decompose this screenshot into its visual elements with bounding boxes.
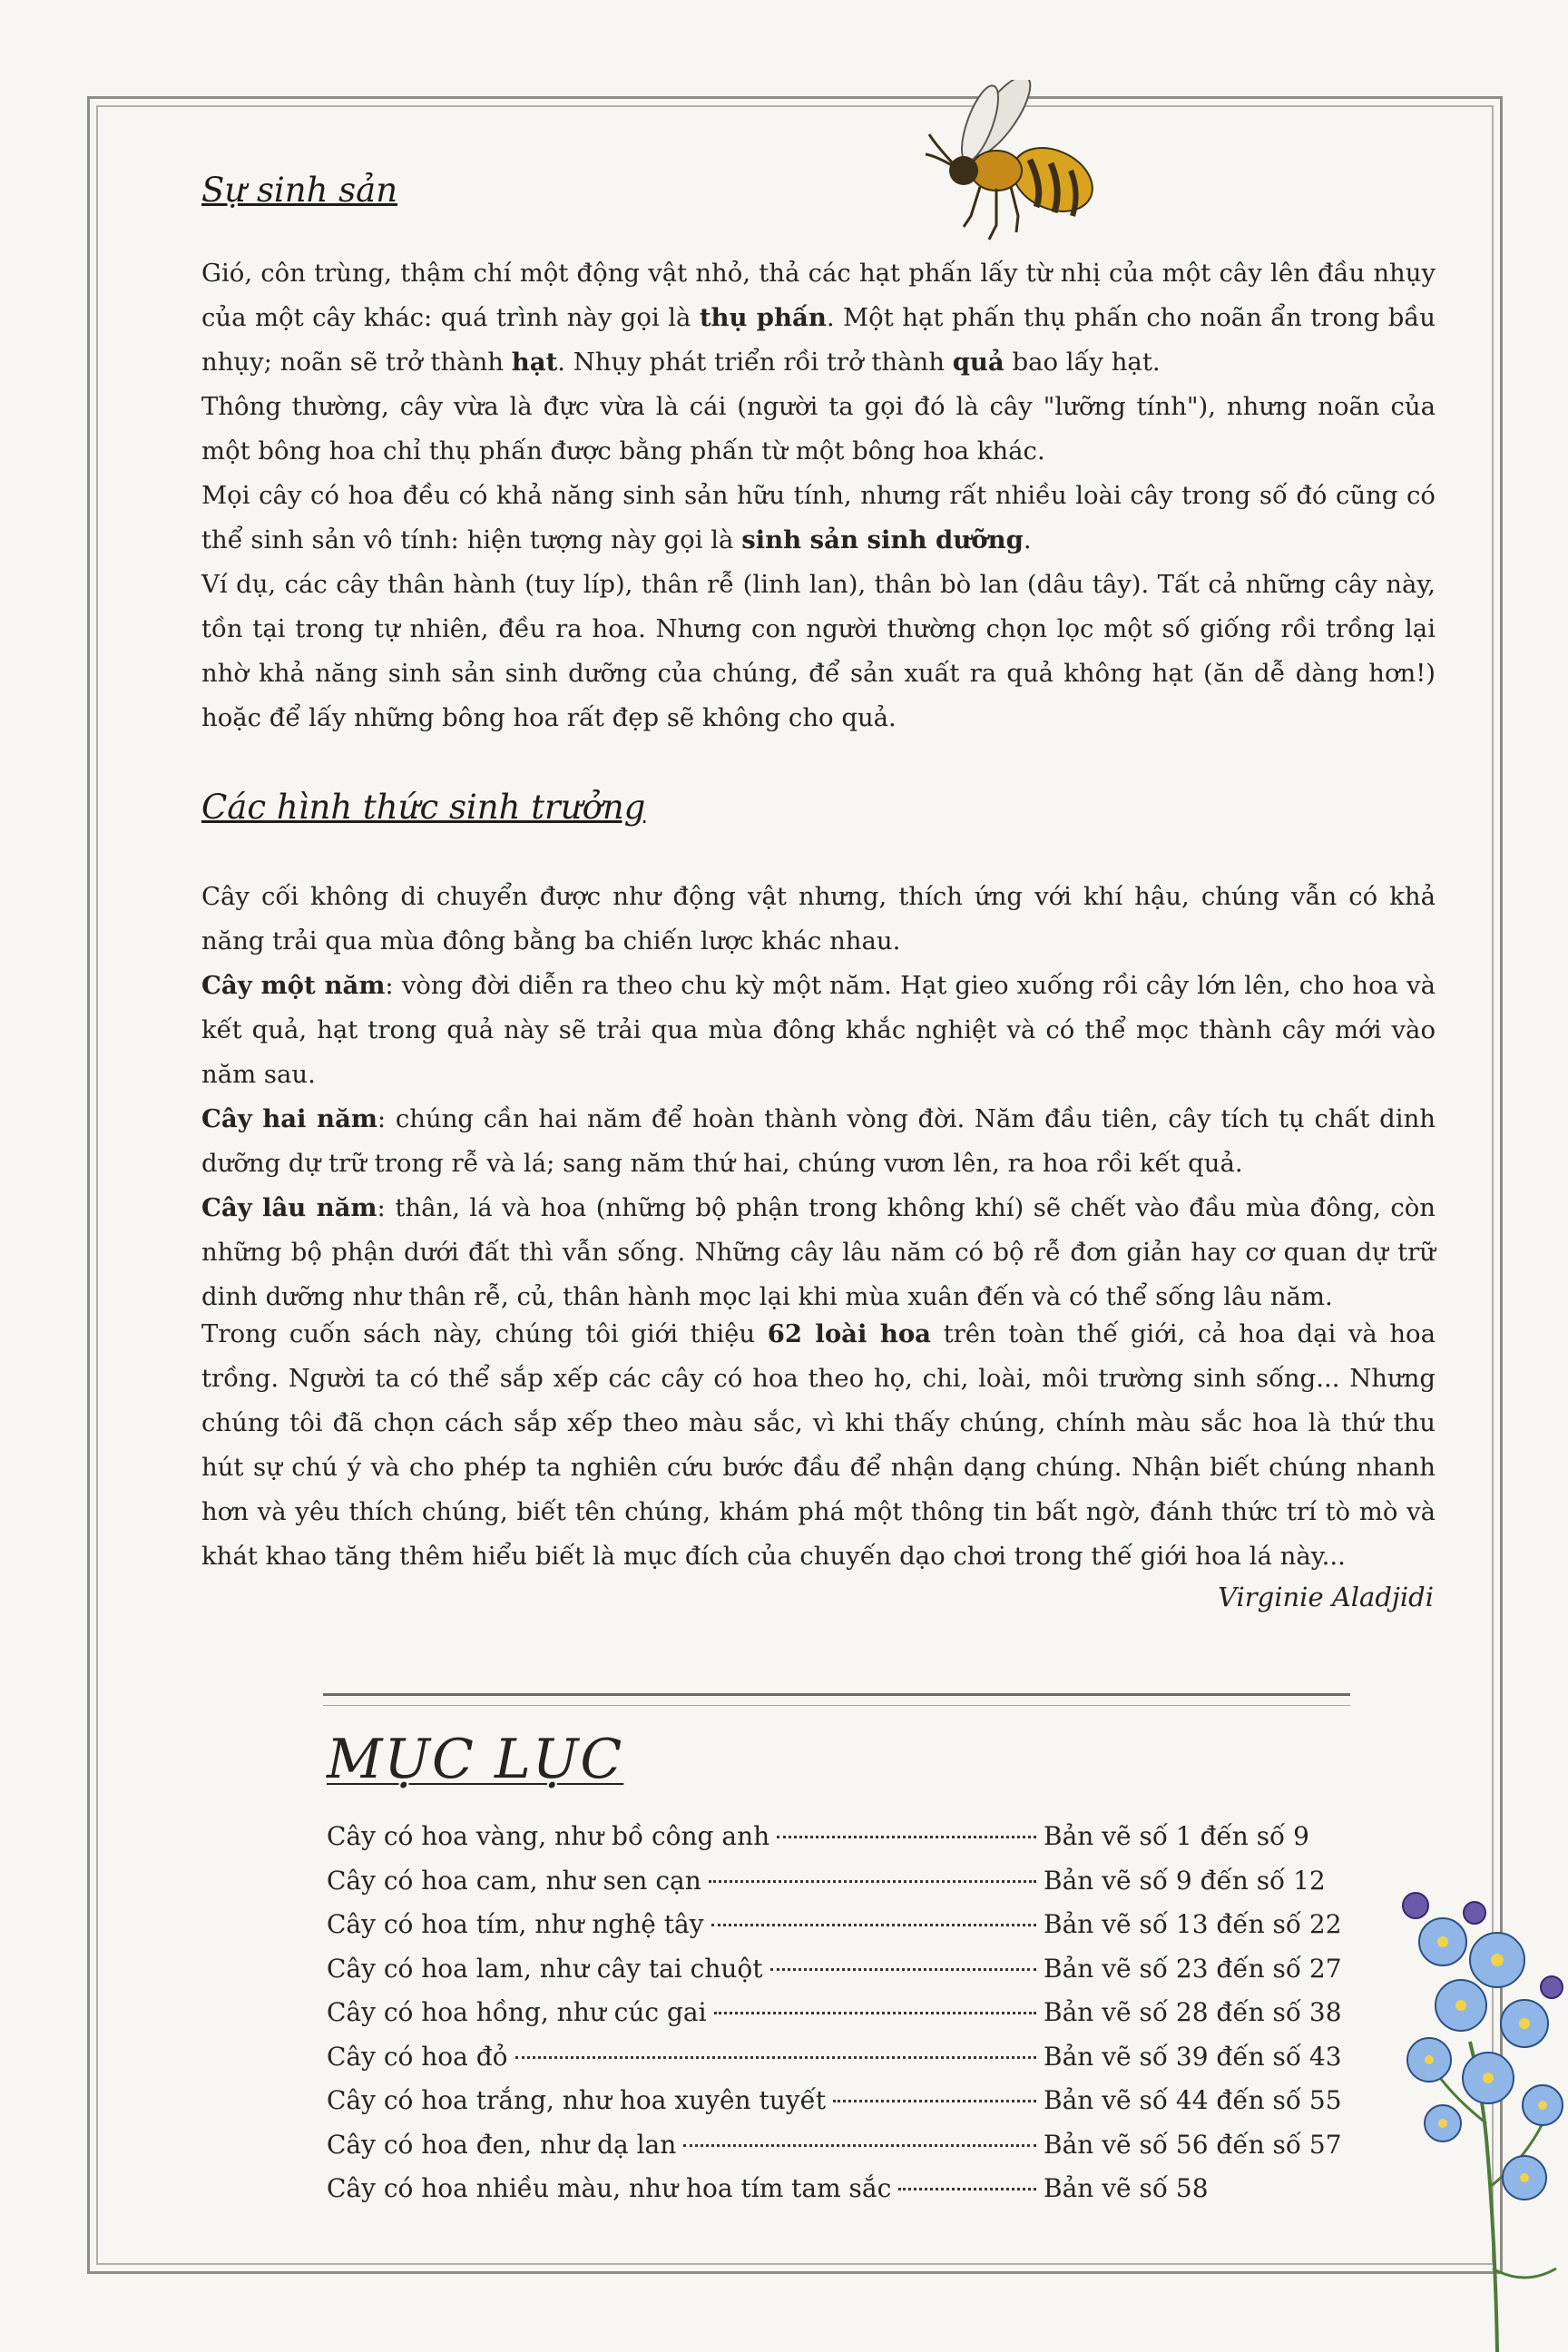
- section-reproduction: [201, 169, 1436, 740]
- toc-entry: Cây có hoa đen, như dạ lan Bản vẽ số 56 đến số 57: [327, 2129, 1342, 2160]
- paragraph: Gió, côn trùng, thậm chí một động vật nhỏ, thả các hạt phấn lấy từ nhị của một cây lên đầu nhụy của một cây khác: quá trình này gọi là thụ phấn. Một hạt phấn thụ phấn cho noãn ẩn trong bầu nhụy; noãn sẽ trở thành hạt. Nhụy phát triển rồi trở thành quả bao lấy hạt.: [201, 259, 1436, 377]
- toc-title: MỤC LỤC: [327, 1728, 624, 1791]
- heading-growth-forms: Các hình thức sinh trưởng: [201, 788, 646, 827]
- heading-reproduction: Sự sinh sản: [201, 171, 398, 210]
- toc-entry: Cây có hoa vàng, như bồ công anh Bản vẽ số 1 đến số 9: [327, 1821, 1309, 1851]
- toc-list: [327, 1815, 1342, 2211]
- paragraph: Ví dụ, các cây thân hành (tuy líp), thân rễ (linh lan), thân bò lan (dâu tây). Tất cả những cây này, tồn tại trong tự nhiên, đều ra hoa. Nhưng con người thường chọn lọc một số giống rồi trồng lại nhờ khả năng sinh sản sinh dưỡng của chúng, để sản xuất ra quả không hạt (ăn dễ dàng hơn!) hoặc để lấy những bông hoa rất đẹp sẽ không cho quả.: [201, 570, 1436, 732]
- toc-entry: Cây có hoa tím, như nghệ tây Bản vẽ số 13 đến số 22: [327, 1909, 1342, 1939]
- paragraph: Cây lâu năm: thân, lá và hoa (những bộ phận trong không khí) sẽ chết vào đầu mùa đông, còn những bộ phận dưới đất thì vẫn sống. Những cây lâu năm có bộ rễ đơn giản hay cơ quan dự trữ dinh dưỡng như thân rễ, củ, thân hành mọc lại khi mùa xuân đến và có thể sống lâu năm.: [201, 1193, 1436, 1311]
- paragraph: Cây một năm: vòng đời diễn ra theo chu kỳ một năm. Hạt gieo xuống rồi cây lớn lên, cho hoa và kết quả, hạt trong quả này sẽ trải qua mùa đông khắc nghiệt và có thể mọc thành cây mới vào năm sau.: [201, 971, 1436, 1089]
- paragraph: Thông thường, cây vừa là đực vừa là cái (người ta gọi đó là cây "lưỡng tính"), nhưng noãn của một bông hoa chỉ thụ phấn được bằng phấn từ một bông hoa khác.: [201, 392, 1436, 466]
- toc-entry: Cây có hoa trắng, như hoa xuyên tuyết Bản vẽ số 44 đến số 55: [327, 2085, 1342, 2115]
- toc-entry: Cây có hoa cam, như sen cạn Bản vẽ số 9 đến số 12: [327, 1865, 1326, 1896]
- section-growth-forms: [201, 786, 1436, 1319]
- paragraph: Mọi cây có hoa đều có khả năng sinh sản hữu tính, nhưng rất nhiều loài cây trong số đó cũng có thể sinh sản vô tính: hiện tượng này gọi là sinh sản sinh dưỡng.: [201, 481, 1436, 554]
- paragraph: Cây cối không di chuyển được như động vật nhưng, thích ứng với khí hậu, chúng vẫn có khả năng trải qua mùa đông bằng ba chiến lược khác nhau.: [201, 882, 1436, 956]
- intro-paragraph: Trong cuốn sách này, chúng tôi giới thiệu 62 loài hoa trên toàn thế giới, cả hoa dại và hoa trồng. Người ta có thể sắp xếp các cây có hoa theo họ, chi, loài, môi trường sinh sống... Nhưng chúng tôi đã chọn cách sắp xếp theo màu sắc, vì khi thấy chúng, chính màu sắc hoa là thứ thu hút sự chú ý và cho phép ta nghiên cứu bước đầu để nhận dạng chúng. Nhận biết chúng nhanh hơn và yêu thích chúng, biết tên chúng, khám phá một thông tin bất ngờ, đánh thức trí tò mò và khát khao tăng thêm hiểu biết là mục đích của chuyến dạo chơi trong thế giới hoa lá này...: [201, 1319, 1436, 1571]
- paragraph: Cây hai năm: chúng cần hai năm để hoàn thành vòng đời. Năm đầu tiên, cây tích tụ chất dinh dưỡng dự trữ trong rễ và lá; sang năm thứ hai, chúng vươn lên, ra hoa rồi kết quả.: [201, 1104, 1436, 1178]
- toc-entry: Cây có hoa hồng, như cúc gai Bản vẽ số 28 đến số 38: [327, 1997, 1342, 2027]
- toc-entry: Cây có hoa lam, như cây tai chuột Bản vẽ số 23 đến số 27: [327, 1953, 1342, 1984]
- toc-entry: Cây có hoa đỏ Bản vẽ số 39 đến số 43: [327, 2041, 1342, 2072]
- author-signature: Virginie Aladjidi: [1218, 1582, 1434, 1612]
- forget-me-not-illustration: [1388, 1887, 1568, 2352]
- toc-rule-top: [323, 1693, 1350, 1706]
- toc-entry: Cây có hoa nhiều màu, như hoa tím tam sắc Bản vẽ số 58: [327, 2173, 1209, 2203]
